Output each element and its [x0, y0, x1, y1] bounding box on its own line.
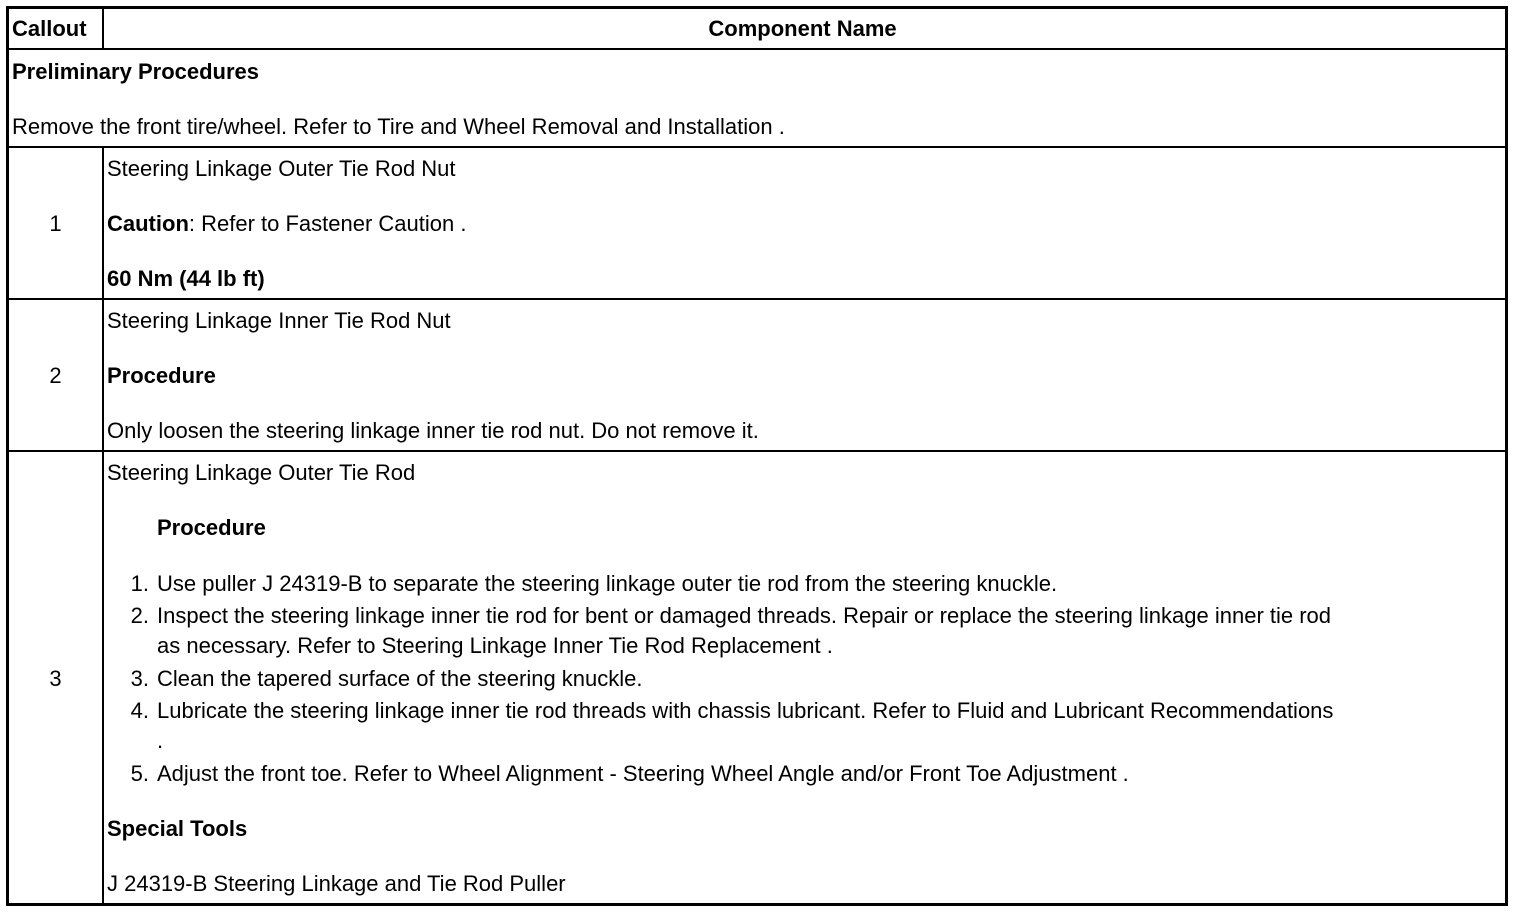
caution-text: : Refer to Fastener Caution .	[188, 211, 467, 236]
caution-label: Caution	[107, 211, 189, 236]
step-5-text: Adjust the front toe. Refer to Wheel Alignment - Steering Wheel Angle and/or Front Toe Adjustment .	[157, 761, 1129, 786]
row-2-name: Steering Linkage Inner Tie Rod Nut	[107, 308, 451, 333]
step-5-number: 5.	[130, 761, 149, 786]
row-2-procedure-label: Procedure	[107, 363, 216, 388]
row-2-callout: 2	[49, 363, 62, 388]
step-1-number: 1.	[130, 571, 149, 596]
step-2-text: Inspect the steering linkage inner tie rod for bent or damaged threads. Repair or replace the steering linkage inner tie rod	[157, 603, 1332, 628]
row-3-name: Steering Linkage Outer Tie Rod	[107, 460, 416, 485]
step-1-text: Use puller J 24319-B to separate the steering linkage outer tie rod from the steering knuckle.	[157, 571, 1058, 596]
column-divider-body	[102, 147, 104, 903]
step-3-text: Clean the tapered surface of the steering knuckle.	[157, 666, 643, 691]
preliminary-title: Preliminary Procedures	[12, 59, 260, 84]
preliminary-text: Remove the front tire/wheel. Refer to Tire and Wheel Removal and Installation .	[12, 114, 785, 139]
step-3-number: 3.	[130, 666, 149, 691]
step-2-number: 2.	[130, 603, 149, 628]
row-divider	[9, 298, 1505, 300]
procedure-table	[6, 6, 1508, 906]
step-4-number: 4.	[130, 698, 149, 723]
row-2-procedure-text: Only loosen the steering linkage inner tie rod nut. Do not remove it.	[107, 418, 759, 443]
row-1-name: Steering Linkage Outer Tie Rod Nut	[107, 156, 456, 181]
special-tools-label: Special Tools	[107, 816, 248, 841]
step-4-text: Lubricate the steering linkage inner tie rod threads with chassis lubricant. Refer to Fluid and Lubricant Recommendations	[157, 698, 1334, 723]
row-3-callout: 3	[49, 666, 62, 691]
row-divider	[9, 450, 1505, 452]
row-3-procedure-label: Procedure	[157, 515, 266, 540]
row-1-caution	[107, 211, 466, 237]
row-divider	[9, 146, 1505, 148]
row-1-callout: 1	[49, 211, 62, 236]
row-1-torque: 60 Nm (44 lb ft)	[107, 266, 265, 291]
step-4-text-cont: .	[157, 728, 164, 753]
row-divider	[9, 48, 1505, 50]
header-component-name: Component Name	[708, 16, 897, 41]
special-tools-text: J 24319-B Steering Linkage and Tie Rod Puller	[107, 871, 566, 896]
header-callout: Callout	[12, 16, 87, 41]
step-2-text-cont: as necessary. Refer to Steering Linkage Inner Tie Rod Replacement .	[157, 633, 833, 658]
